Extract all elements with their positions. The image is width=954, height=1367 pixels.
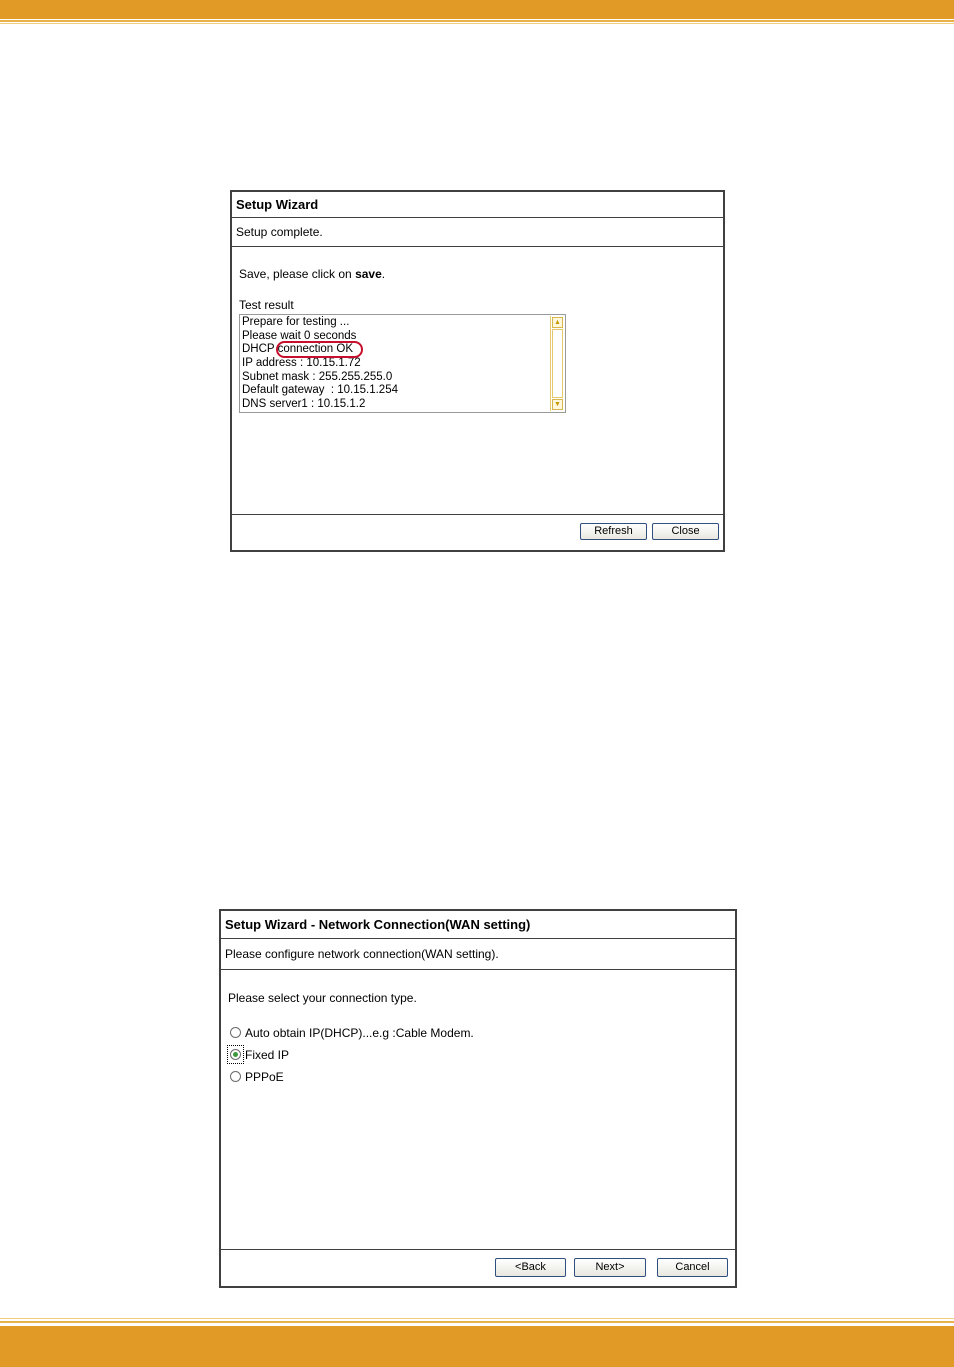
dhcp-label[interactable]: Auto obtain IP(DHCP)...e.g :Cable Modem.	[245, 1026, 474, 1040]
top-decorative-band	[0, 0, 954, 19]
dialog-subtitle: Please configure network connection(WAN setting).	[221, 939, 735, 970]
selected-dot	[233, 1052, 238, 1057]
scroll-up-arrow-icon[interactable]: ▲	[552, 317, 563, 328]
save-instruction	[239, 267, 385, 281]
dialog-title: Setup Wizard - Network Connection(WAN setting)	[221, 911, 735, 939]
back-button[interactable]: <Back	[495, 1258, 566, 1277]
test-result-lines	[242, 316, 398, 412]
test-result-label: Test result	[239, 298, 294, 312]
fixed-ip-radio[interactable]	[230, 1049, 241, 1060]
dialog-title: Setup Wizard	[232, 192, 723, 218]
dialog-subtitle: Setup complete.	[232, 218, 723, 247]
test-result-textarea[interactable]	[239, 314, 566, 413]
scrollbar-track[interactable]	[552, 329, 563, 398]
vertical-scrollbar[interactable]	[550, 316, 564, 411]
result-line: IP address : 10.15.1.72	[242, 357, 361, 370]
bottom-decorative-band	[0, 1326, 954, 1367]
result-line: Prepare for testing ...	[242, 316, 350, 328]
top-decorative-line	[0, 20, 954, 22]
dialog-footer	[232, 514, 723, 550]
pppoe-radio[interactable]	[230, 1071, 241, 1082]
top-decorative-line-thin	[0, 23, 954, 24]
pppoe-label[interactable]: PPPoE	[245, 1070, 284, 1084]
result-line: Please wait 0 seconds	[242, 329, 357, 342]
bottom-decorative-line-thin	[0, 1318, 954, 1319]
cancel-button[interactable]: Cancel	[657, 1258, 728, 1277]
instruction-suffix: .	[381, 267, 386, 281]
dhcp-radio[interactable]	[230, 1027, 241, 1038]
dialog-footer	[221, 1249, 735, 1286]
refresh-button[interactable]: Refresh	[580, 523, 647, 540]
fixed-ip-label[interactable]: Fixed IP	[245, 1048, 290, 1062]
result-line: DHCP connection OK	[242, 343, 354, 356]
scroll-down-arrow-icon[interactable]: ▼	[552, 399, 563, 410]
setup-wizard-complete-dialog	[230, 190, 725, 552]
result-line: DNS server1 : 10.15.1.2	[242, 398, 366, 411]
instruction-save-word: save	[355, 267, 382, 281]
connection-type-prompt: Please select your connection type.	[228, 991, 417, 1005]
connection-ok-highlight-ring	[276, 341, 363, 358]
close-button[interactable]: Close	[652, 523, 719, 540]
setup-wizard-wan-dialog	[219, 909, 737, 1288]
next-button[interactable]: Next>	[574, 1258, 646, 1277]
bottom-decorative-line	[0, 1321, 954, 1323]
result-line: Subnet mask : 255.255.255.0	[242, 370, 393, 383]
result-line: Default gateway : 10.15.1.254	[242, 384, 398, 397]
instruction-prefix: Save, please click on	[239, 267, 356, 281]
